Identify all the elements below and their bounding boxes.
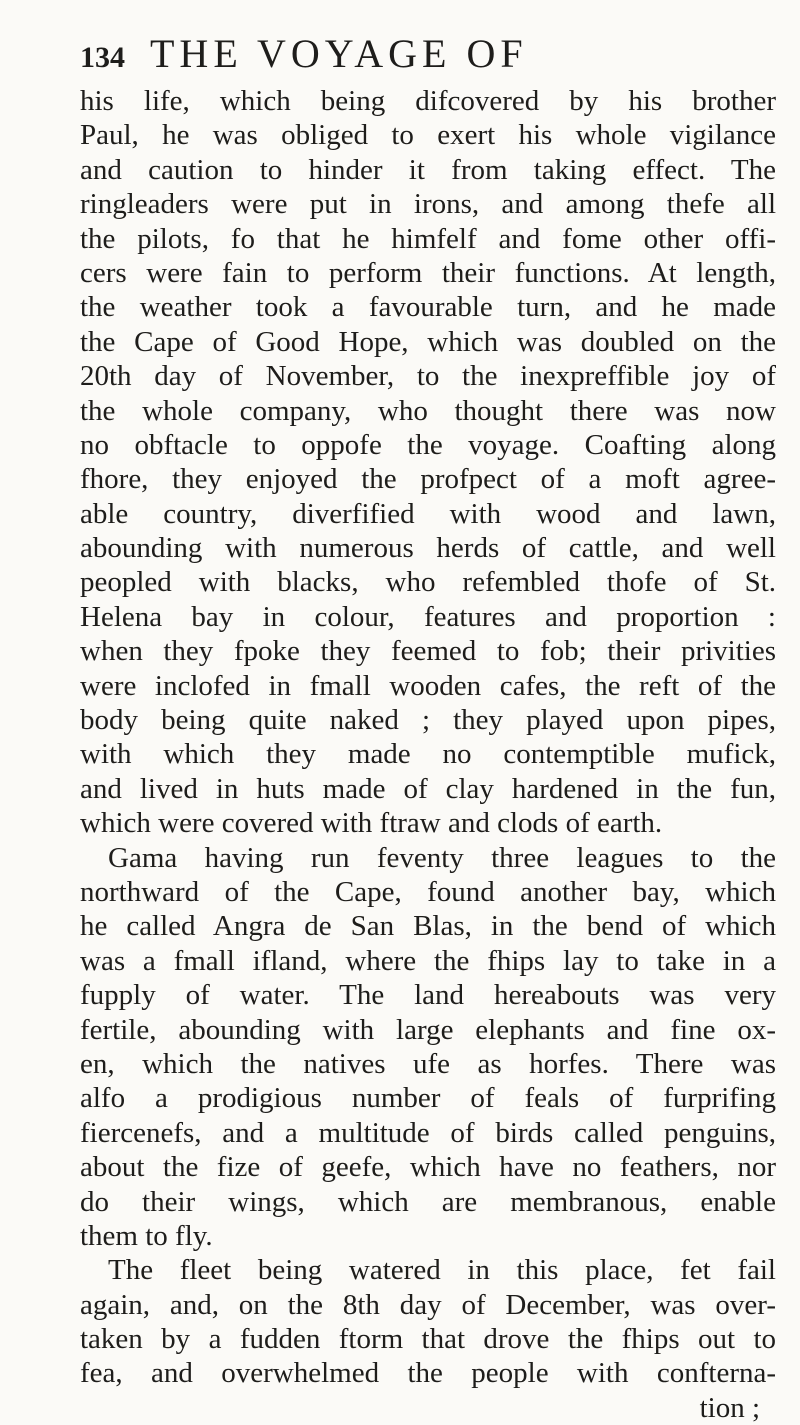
text-line: and lived in huts made of clay hardened in the fun, [80, 772, 776, 805]
text-line: when they fpoke they feemed to fob; their privities [80, 635, 776, 668]
text-line: Helena bay in colour, features and proportion : [80, 600, 776, 633]
text-line: able country, diverfified with wood and lawn, [80, 497, 776, 530]
paragraph-end-line: them to fly. [80, 1219, 213, 1252]
text-line: en, which the natives ufe as horfes. There was [80, 1047, 776, 1080]
text-line: fupply of water. The land hereabouts was very [80, 979, 776, 1012]
text-line: his life, which being difcovered by his brother [80, 85, 776, 117]
text-line: were inclofed in fmall wooden cafes, the reft of the [80, 669, 776, 702]
text-line: the pilots, fo that he himfelf and fome other offi- [80, 222, 776, 255]
body-text [80, 84, 776, 1425]
text-line: northward of the Cape, found another bay, which [80, 875, 776, 908]
text-line: was a fmall ifland, where the fhips lay to take in a [80, 944, 776, 977]
paragraph-start-line: Gama having run feventy three leagues to the [108, 841, 776, 874]
text-line: Paul, he was obliged to exert his whole vigilance [80, 119, 776, 152]
text-line: fiercenefs, and a multitude of birds called penguins, [80, 1116, 776, 1149]
text-line: with which they made no contemptible mufick, [80, 738, 776, 771]
text-line: cers were fain to perform their functions. At length, [80, 256, 776, 289]
catchword-line: tion ; [699, 1391, 760, 1424]
text-line: the Cape of Good Hope, which was doubled on the [80, 325, 776, 358]
text-line: and caution to hinder it from taking effect. The [80, 153, 776, 186]
text-line: alfo a prodigious number of feals of furprifing [80, 1082, 776, 1115]
page-number: 134 [80, 41, 125, 74]
text-line: he called Angra de San Blas, in the bend of which [80, 910, 776, 943]
text-line: the weather took a favourable turn, and he made [80, 291, 776, 324]
text-line: abounding with numerous herds of cattle, and well [80, 532, 776, 565]
text-line: 20th day of November, to the inexpreffible joy of [80, 360, 776, 393]
text-line: do their wings, which are membranous, enable [80, 1185, 776, 1218]
text-line: taken by a fudden ftorm that drove the fhips out to [80, 1323, 776, 1356]
page-header [80, 30, 528, 80]
text-line: about the fize of geefe, which have no feathers, nor [80, 1151, 776, 1184]
text-line: again, and, on the 8th day of December, was over- [80, 1288, 776, 1321]
paragraph-start-line: The fleet being watered in this place, fet fail [108, 1254, 776, 1287]
text-line: the whole company, who thought there was now [80, 394, 776, 427]
text-line: fhore, they enjoyed the profpect of a moft agree- [80, 463, 776, 496]
text-line: fertile, abounding with large elephants and fine ox- [80, 1013, 776, 1046]
text-line: body being quite naked ; they played upon pipes, [80, 704, 776, 737]
text-line: peopled with blacks, who refembled thofe of St. [80, 566, 776, 599]
paragraph-end-line: which were covered with ftraw and clods of earth. [80, 807, 663, 840]
text-line: ringleaders were put in irons, and among thefe all [80, 188, 776, 221]
text-line: fea, and overwhelmed the people with confterna- [80, 1357, 776, 1390]
running-head: THE VOYAGE OF [150, 31, 528, 76]
text-line: no obftacle to oppofe the voyage. Coafting along [80, 428, 776, 461]
